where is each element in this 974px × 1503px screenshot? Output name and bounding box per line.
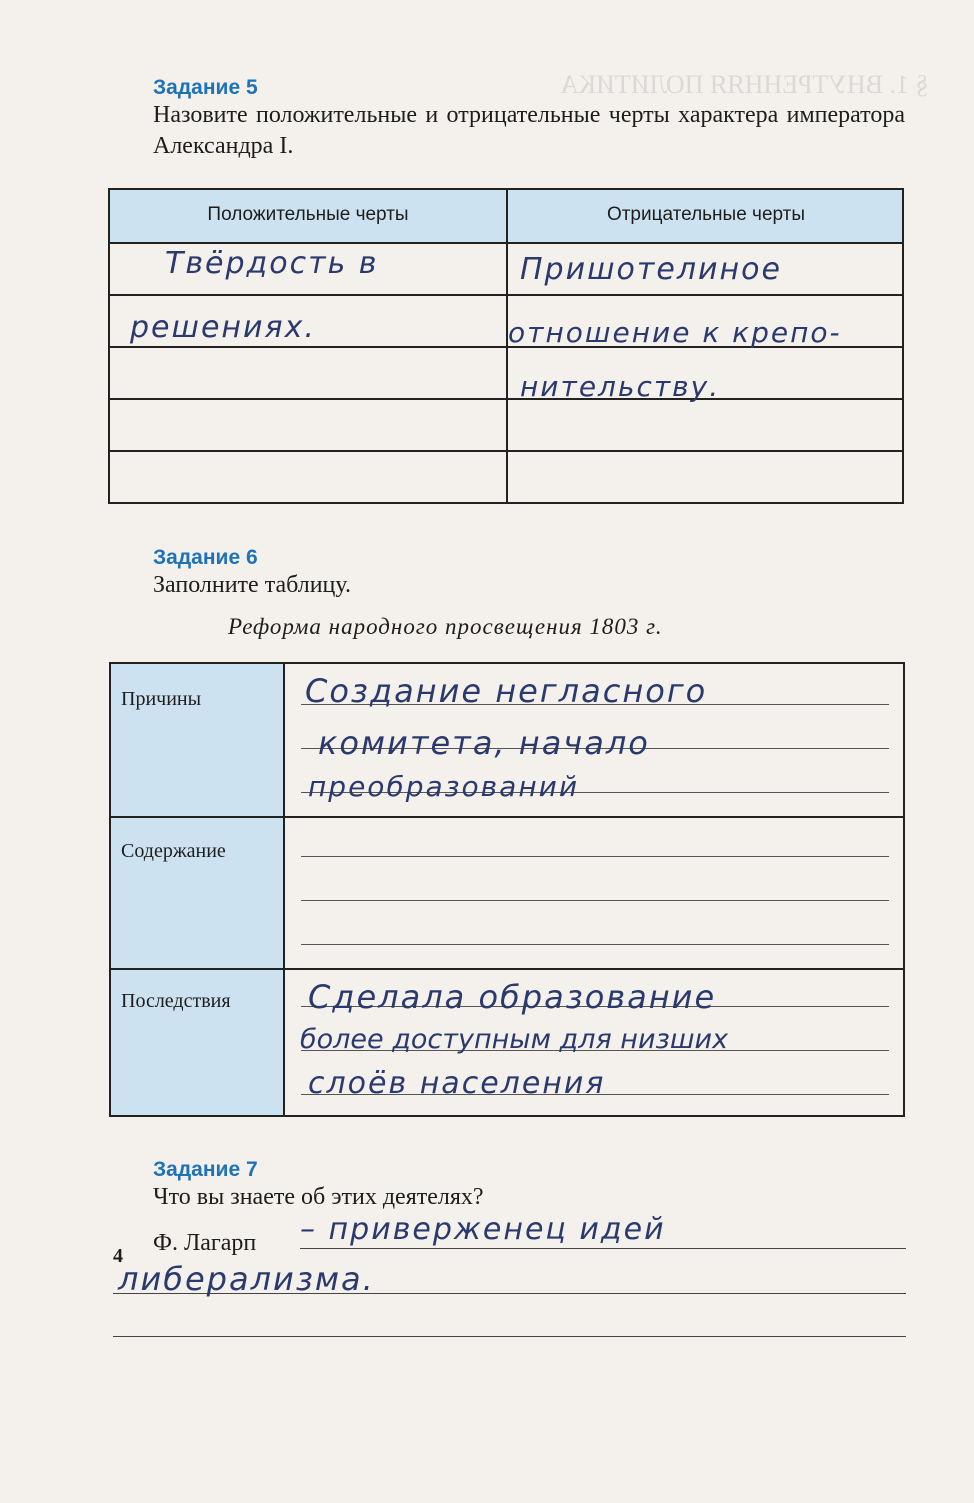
negative-handwriting-2: отношение к крепо- — [508, 316, 842, 349]
table-caption: Реформа народного просвещения 1803 г. — [228, 614, 663, 639]
row-label-causes: Причины — [121, 688, 202, 710]
page-number: 4 — [113, 1245, 123, 1267]
positive-handwriting-2: решениях. — [130, 310, 316, 345]
consequences-handwriting-3: слоёв населения — [308, 1066, 606, 1101]
causes-handwriting-3: преобразований — [308, 770, 580, 803]
task7-text: Что вы знаете об этих деятелях? — [153, 1184, 484, 1210]
task5-text: Назовите положительные и отрицательные черты характера императора Александра I. — [153, 102, 905, 159]
positive-handwriting-1: Твёрдость в — [165, 246, 379, 281]
person-name: Ф. Лагарп — [153, 1230, 257, 1256]
consequences-handwriting-2: более доступным для низших — [300, 1024, 729, 1055]
col-negative-header: Отрицательные черты — [606, 204, 806, 225]
task6-title: Задание 6 — [153, 546, 258, 569]
lagarp-handwriting-2: либерализма. — [118, 1260, 375, 1298]
row-label-content: Содержание — [121, 840, 226, 862]
row-label-consequences: Последствия — [121, 990, 231, 1012]
col-positive-header: Положительные черты — [207, 204, 409, 225]
causes-handwriting-1: Создание негласного — [305, 672, 708, 710]
negative-handwriting-3: нительству. — [520, 370, 721, 403]
task6-text: Заполните таблицу. — [153, 572, 351, 598]
consequences-handwriting-1: Сделала образование — [308, 978, 717, 1016]
causes-handwriting-2: комитета, начало — [318, 724, 650, 762]
bleed-through: § 1. ВНУТРЕННЯЯ ПОЛИТИКА — [560, 70, 929, 99]
task7-title: Задание 7 — [153, 1158, 258, 1181]
negative-handwriting-1: Пришотелиное — [520, 252, 782, 287]
reform-table-label-column — [111, 664, 285, 1115]
lagarp-handwriting-1: – приверженец идей — [300, 1212, 666, 1247]
task5-title: Задание 5 — [153, 76, 258, 99]
